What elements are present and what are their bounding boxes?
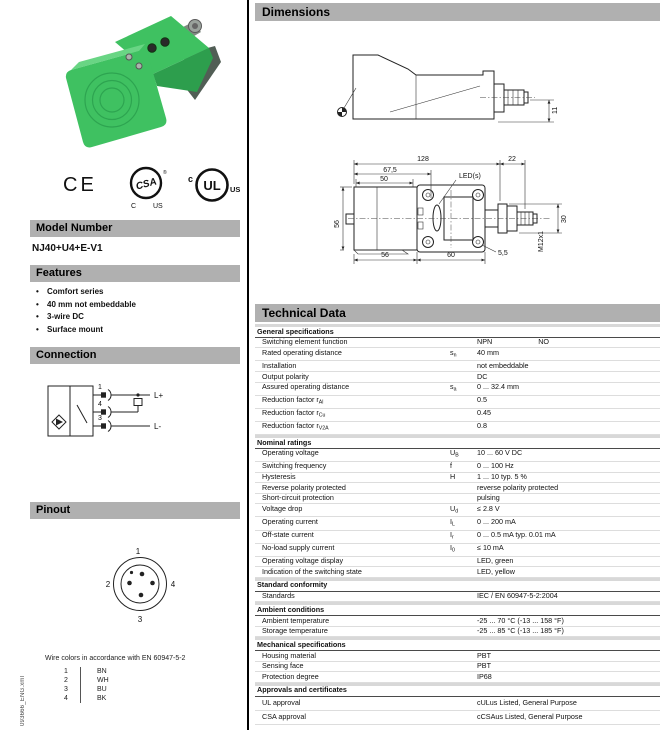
- document-filename: 093666_ENG.xml: [20, 675, 26, 726]
- spec-label: Reduction factor $r_{Al}$: [262, 395, 324, 406]
- spec-value: 0 ... 200 mA: [477, 516, 516, 526]
- spec-row: [255, 348, 660, 361]
- spec-value: cULus Listed, General Purpose: [477, 697, 577, 707]
- spec-symbol-sub: a: [453, 386, 457, 393]
- svg-text:22: 22: [508, 156, 516, 163]
- spec-row: [255, 372, 660, 383]
- spec-label: Standards: [262, 591, 295, 601]
- spec-value: NPN NO: [477, 337, 549, 347]
- spec-value: 0.5: [477, 395, 487, 405]
- spec-label: Sensing face: [262, 661, 304, 671]
- spec-symbol: [450, 373, 477, 382]
- spec-symbol: [450, 568, 477, 577]
- spec-row: [255, 449, 660, 462]
- feature-text: 3-wire DC: [47, 312, 84, 322]
- spec-row: [255, 557, 660, 568]
- led-window: [433, 205, 441, 231]
- led-icon: [161, 38, 169, 46]
- spec-label: Operating current: [262, 516, 318, 526]
- model-number-value: NJ40+U4+E-V1: [32, 243, 103, 254]
- proximity-sensor-symbol: [52, 415, 66, 429]
- spec-symbol: $I_0$: [450, 543, 455, 554]
- product-photo: [55, 2, 240, 162]
- spec-value: IP68: [477, 671, 492, 681]
- bullet-icon: •: [36, 312, 39, 322]
- spec-value: not embeddable: [477, 360, 529, 370]
- feature-item: [36, 326, 236, 335]
- led-icon: [148, 44, 156, 52]
- screw-icon: [126, 54, 132, 60]
- connector-pin-face: [192, 23, 198, 29]
- bullet-icon: •: [36, 287, 39, 296]
- spec-value: LED, green: [477, 556, 514, 566]
- spec-label: Installation: [262, 360, 297, 370]
- spec-label: UL approval: [262, 697, 301, 707]
- spec-symbol: [450, 617, 477, 626]
- bullet-icon: •: [36, 324, 39, 334]
- bullet-icon: •: [36, 299, 39, 309]
- spec-section-header: Nominal ratings: [255, 435, 660, 449]
- spec-label: Housing material: [262, 650, 316, 660]
- spec-label: Off-state current: [262, 530, 314, 539]
- svg-text:50: 50: [380, 176, 388, 183]
- spec-label: Rated operating distance: [262, 347, 342, 357]
- spec-row: [255, 531, 660, 544]
- spec-row: [255, 383, 660, 396]
- spec-symbol: [450, 662, 477, 671]
- svg-text:LED(s): LED(s): [459, 173, 481, 180]
- svg-text:2: 2: [105, 580, 111, 589]
- spec-row: [255, 483, 660, 494]
- connection-header: Connection: [30, 347, 240, 364]
- pin-dot: [150, 581, 155, 586]
- spec-value: -25 ... 70 °C (-13 ... 158 °F): [477, 615, 564, 625]
- spec-value: DC: [477, 371, 488, 381]
- spec-value: 10 ... 60 V DC: [477, 448, 523, 458]
- spec-section-header: Mechanical specifications: [255, 637, 660, 651]
- spec-label: Ambient temperature: [262, 615, 330, 625]
- spec-symbol: [450, 592, 477, 601]
- wire-color-code: BK: [80, 694, 130, 703]
- spec-section-header: General specifications: [255, 324, 660, 338]
- svg-text:1: 1: [135, 547, 141, 556]
- spec-row: [255, 517, 660, 530]
- spec-value: cCSAus Listed, General Purpose: [477, 711, 583, 721]
- spec-value: 0.8: [477, 421, 487, 431]
- load-resistor-symbol: [134, 399, 142, 406]
- spec-symbol-sub: r: [452, 534, 454, 541]
- spec-symbol-sub: n: [453, 352, 457, 359]
- spec-row: [255, 544, 660, 557]
- spec-value: 1 ... 10 typ. 5 %: [477, 472, 527, 482]
- spec-row: [255, 422, 660, 435]
- spec-value: 40 mm: [477, 347, 499, 357]
- wire-color-code: BU: [80, 685, 130, 694]
- spec-row: [255, 338, 660, 349]
- spec-symbol: f: [450, 461, 452, 471]
- spec-label: Switching frequency: [262, 461, 327, 471]
- spec-row: [255, 504, 660, 517]
- spec-section-header: Ambient conditions: [255, 602, 660, 616]
- spec-label: No-load supply current: [262, 543, 335, 553]
- spec-label-sub: V2A: [318, 425, 329, 432]
- ul-logo: [186, 166, 240, 206]
- spec-label: Reverse polarity protected: [262, 482, 346, 492]
- spec-label: Operating voltage: [262, 448, 319, 458]
- feature-text: Comfort series: [47, 287, 104, 296]
- wire-color-row: [52, 667, 130, 676]
- spec-row: [255, 396, 660, 409]
- spec-label: Reduction factor $r_{Cu}$: [262, 408, 326, 419]
- technical-data-header: Technical Data: [255, 304, 660, 322]
- feature-text: Surface mount: [47, 324, 104, 334]
- svg-text:30: 30: [561, 215, 568, 223]
- spec-symbol: [450, 627, 477, 636]
- spec-symbol-sub: d: [455, 508, 459, 515]
- spec-section-header: Approvals and certificates: [255, 683, 660, 697]
- spec-row: [255, 697, 660, 711]
- svg-text:UL: UL: [203, 178, 221, 193]
- spec-label-sub: Cu: [318, 412, 326, 419]
- wire-color-code: WH: [80, 676, 130, 685]
- pinout-diagram: [100, 543, 182, 635]
- svg-text:60: 60: [447, 252, 455, 259]
- svg-text:67,5: 67,5: [383, 167, 397, 174]
- features-list: [36, 288, 236, 338]
- svg-text:M12x1: M12x1: [538, 230, 545, 252]
- feature-item: [36, 301, 236, 310]
- spec-row: [255, 462, 660, 473]
- spec-label: Assured operating distance: [262, 382, 350, 392]
- ce-logo: [62, 170, 102, 198]
- svg-text:11: 11: [552, 106, 559, 114]
- spec-label: Voltage drop: [262, 503, 303, 513]
- wire-pin: 1: [64, 668, 68, 675]
- spec-value: ≤ 10 mA: [477, 543, 504, 553]
- spec-label: Protection degree: [262, 671, 319, 681]
- spec-symbol: [450, 484, 477, 493]
- wire-pin: 4: [64, 695, 68, 702]
- pin-dot: [127, 581, 132, 586]
- spec-symbol: [450, 494, 477, 503]
- spec-row: [255, 494, 660, 505]
- spec-symbol: [450, 673, 477, 682]
- svg-text:56: 56: [334, 220, 341, 228]
- connection-diagram: [38, 378, 213, 463]
- spec-symbol: $I_L$: [450, 516, 455, 528]
- svg-text:C: C: [131, 203, 137, 210]
- wire-color-code: BN: [80, 667, 130, 676]
- spec-label: Switching element function: [262, 337, 348, 347]
- technical-data-table: [255, 324, 660, 725]
- wire-pin: 2: [64, 677, 68, 684]
- csa-logo: [125, 163, 169, 211]
- spec-symbol-sub: 0: [452, 547, 455, 554]
- spec-value: PBT: [477, 650, 491, 660]
- spec-symbol: [450, 557, 477, 566]
- svg-text:1: 1: [98, 384, 102, 391]
- wire-color-row: [52, 685, 130, 694]
- spec-symbol: $s_n$: [450, 347, 457, 359]
- svg-text:3: 3: [137, 615, 143, 624]
- spec-symbol-sub: B: [455, 452, 459, 459]
- spec-symbol: [450, 652, 477, 661]
- feature-text: 40 mm not embeddable: [47, 299, 136, 309]
- l-minus-label: L-: [154, 422, 162, 431]
- model-number-header: Model Number: [30, 220, 240, 237]
- spec-value: ≤ 2.8 V: [477, 503, 500, 513]
- svg-text:CSA: CSA: [134, 176, 159, 193]
- spec-value: LED, yellow: [477, 566, 515, 576]
- spec-symbol: $s_a$: [450, 382, 457, 393]
- spec-symbol: [450, 338, 477, 347]
- feature-item: [36, 313, 236, 322]
- wire-pin: 3: [64, 686, 68, 693]
- spec-symbol: [450, 422, 477, 433]
- spec-row: [255, 616, 660, 627]
- pinout-header: Pinout: [30, 502, 240, 519]
- pin-dot: [140, 572, 145, 577]
- spec-value: 0 ... 0.5 mA typ. 0.01 mA: [477, 530, 556, 539]
- svg-text:US: US: [230, 185, 240, 194]
- spec-symbol: [450, 409, 477, 420]
- spec-label: Output polarity: [262, 371, 309, 381]
- spec-symbol: $U_d$: [450, 503, 459, 515]
- spec-value: pulsing: [477, 493, 500, 503]
- spec-symbol: [450, 699, 477, 708]
- features-header: Features: [30, 265, 240, 282]
- wire-color-row: [52, 676, 130, 685]
- svg-text:128: 128: [417, 156, 429, 163]
- spec-section-header: Standard conformity: [255, 578, 660, 592]
- side-view: [338, 55, 560, 122]
- keyway-dot: [130, 571, 133, 574]
- svg-text:3: 3: [98, 415, 102, 422]
- spec-row: [255, 662, 660, 673]
- spec-row: [255, 711, 660, 725]
- spec-symbol: [450, 396, 477, 407]
- spec-label: Reduction factor $r_{V2A}$: [262, 421, 329, 432]
- spec-symbol: $U_B$: [450, 448, 459, 459]
- spec-row: [255, 409, 660, 422]
- screw-icon: [136, 63, 142, 69]
- spec-row: [255, 567, 660, 578]
- svg-text:5,5: 5,5: [498, 250, 508, 257]
- svg-text:c: c: [188, 174, 194, 184]
- pin-dot: [139, 593, 144, 598]
- spec-row: [255, 672, 660, 683]
- dimension-drawing: [330, 38, 662, 288]
- spec-value: 0.45: [477, 408, 491, 418]
- spec-row: [255, 651, 660, 662]
- l-plus-label: L+: [154, 391, 164, 400]
- svg-text:®: ®: [163, 170, 167, 176]
- svg-text:4: 4: [170, 580, 176, 589]
- spec-label: Hysteresis: [262, 472, 296, 482]
- spec-label: Short-circuit protection: [262, 493, 334, 503]
- dimensions-header: Dimensions: [255, 3, 660, 21]
- spec-label-sub: Al: [318, 399, 324, 406]
- column-divider: [247, 0, 249, 730]
- spec-symbol: H: [450, 472, 456, 482]
- svg-text:4: 4: [98, 401, 102, 408]
- spec-row: [255, 473, 660, 484]
- svg-text:US: US: [153, 203, 163, 210]
- spec-value-2: NO: [538, 337, 549, 347]
- switch-contact: [77, 405, 87, 423]
- spec-label: Operating voltage display: [262, 556, 344, 566]
- spec-symbol-sub: L: [452, 521, 455, 528]
- spec-symbol: $I_r$: [450, 530, 454, 541]
- spec-value: PBT: [477, 661, 491, 671]
- spec-label: Storage temperature: [262, 626, 328, 636]
- wire-colors-table: [52, 667, 130, 703]
- spec-value: -25 ... 85 °C (-13 ... 185 °F): [477, 626, 564, 636]
- svg-text:56: 56: [381, 252, 389, 259]
- spec-label: CSA approval: [262, 711, 306, 721]
- spec-row: [255, 361, 660, 372]
- feature-item: [36, 288, 236, 297]
- wire-color-row: [52, 694, 130, 703]
- spec-row: [255, 627, 660, 638]
- spec-value: IEC / EN 60947-5-2:2004: [477, 591, 558, 601]
- spec-symbol: [450, 362, 477, 371]
- svg-text:CE: CE: [63, 174, 97, 196]
- spec-symbol: [450, 713, 477, 722]
- top-view: [334, 156, 568, 264]
- spec-label: Indication of the switching state: [262, 566, 362, 576]
- spec-row: [255, 592, 660, 603]
- wire-colors-note: Wire colors in accordance with EN 60947-5-2: [45, 655, 186, 662]
- spec-value: 0 ... 32.4 mm: [477, 382, 519, 392]
- spec-value: 0 ... 100 Hz: [477, 461, 514, 471]
- spec-value: reverse polarity protected: [477, 482, 559, 492]
